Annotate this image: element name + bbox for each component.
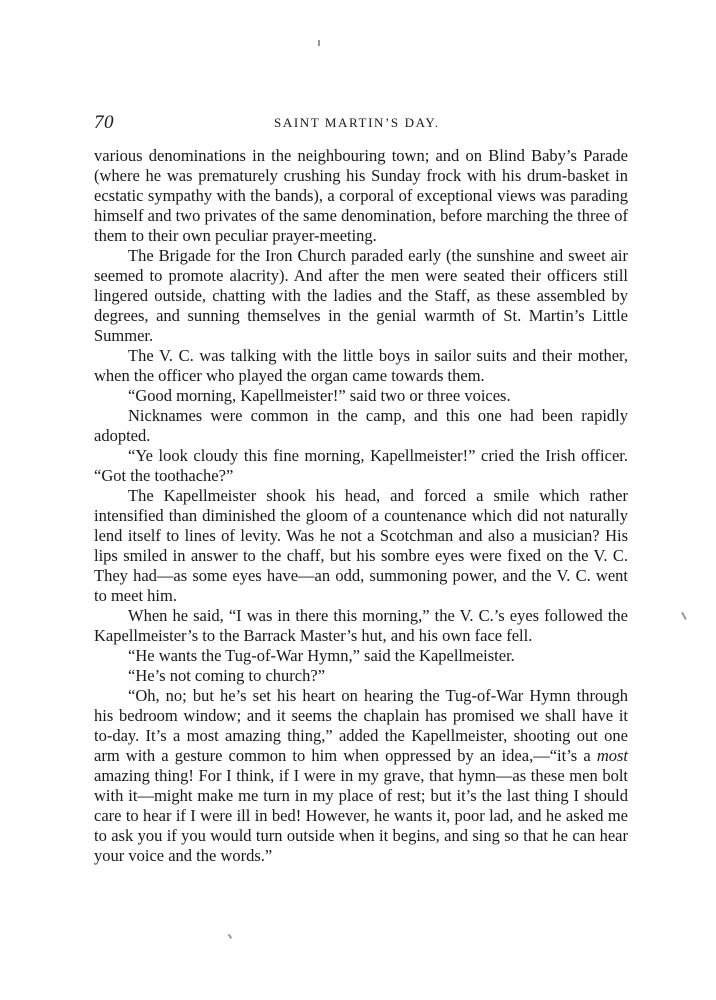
page-speck (228, 934, 232, 939)
paragraph-text: various denominations in the neighbouring town; and on Blind Baby’s Parade (where he was prematurely crushing his Sunday frock with his drum-basket in ecstatic sympathy with the bands), a corporal of exceptional views was parading himself and two privates of the same denomination, before marching the three of them to their own peculiar prayer-meeting. (94, 146, 628, 245)
paragraph (94, 606, 628, 646)
paragraph-text: When he said, “I was in there this morning,” the V. C.’s eyes followed the Kapellmeister’s to the Barrack Master’s hut, and his own face fell. (94, 606, 628, 645)
page-speck (681, 612, 686, 620)
paragraph (94, 666, 628, 686)
paragraph (94, 346, 628, 386)
paragraph-text: The Kapellmeister shook his head, and forced a smile which rather intensified than diminished the gloom of a countenance which did not naturally lend itself to lines of levity. Was he not a Scotchman and also a musician? His lips smiled in answer to the chaff, but his sombre eyes were fixed on the V. C. They had—as some eyes have—an odd, summoning power, and the V. C. went to meet him. (94, 486, 628, 605)
running-head (94, 112, 634, 134)
paragraph (94, 446, 628, 486)
paragraph-text: “Oh, no; but he’s set his heart on hearing the Tug-of-War Hymn through his bedroom window; and it seems the chaplain has promised we shall have it to-day. It’s a most amazing thing,” added the Kapellmeister, shooting out one arm with a gesture common to him when oppressed by an idea,—“it’s a (94, 686, 628, 765)
paragraph (94, 406, 628, 446)
paragraph-text: The Brigade for the Iron Church paraded early (the sunshine and sweet air seemed to promote alacrity). And after the men were seated their officers still lingered outside, chatting with the ladies and the Staff, as these assembled by degrees, and sunning themselves in the genial warmth of St. Martin’s Little Summer. (94, 246, 628, 345)
paragraph-text: “He wants the Tug-of-War Hymn,” said the Kapellmeister. (128, 646, 515, 665)
emphasized-word: most (596, 746, 628, 765)
paragraph (94, 386, 628, 406)
body-text (94, 146, 628, 866)
paragraph (94, 646, 628, 666)
paragraph (94, 146, 628, 246)
paragraph (94, 486, 628, 606)
paragraph-text: “Ye look cloudy this fine morning, Kapellmeister!” cried the Irish officer. “Got the toothache?” (94, 446, 628, 485)
paragraph-text: “Good morning, Kapellmeister!” said two or three voices. (128, 386, 511, 405)
paragraph-text: Nicknames were common in the camp, and this one had been rapidly adopted. (94, 406, 628, 445)
paragraph-text: The V. C. was talking with the little boys in sailor suits and their mother, when the officer who played the organ came towards them. (94, 346, 628, 385)
paragraph (94, 686, 628, 866)
page-speck (318, 40, 320, 46)
paragraph-text: “He’s not coming to church?” (128, 666, 326, 685)
paragraph (94, 246, 628, 346)
page-number: 70 (94, 112, 114, 133)
paragraph-text: amazing thing! For I think, if I were in my grave, that hymn—as these men bolt with it—might make me turn in my place of rest; but it’s the last thing I should care to hear if I were ill in bed! However, he wants it, poor lad, and he asked me to ask you if you would turn outside when it begins, and sing so that he can hear your voice and the words.” (94, 766, 628, 865)
running-title: SAINT MARTIN’S DAY. (274, 115, 440, 130)
